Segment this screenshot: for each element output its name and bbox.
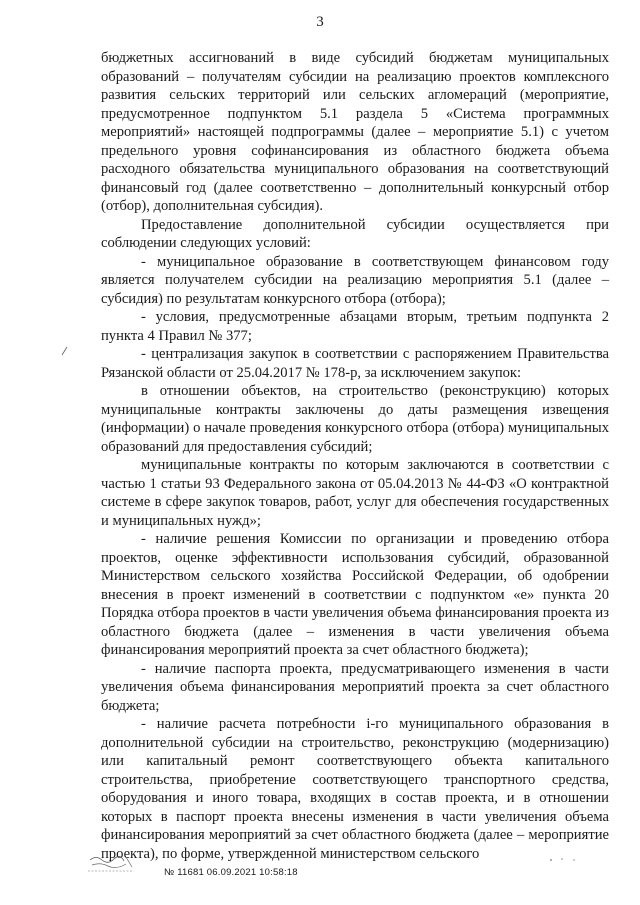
paragraph-condition-passport: - наличие паспорта проекта, предусматривающего изменения в части увеличения объема финансирования мероприятий проекта за счет областного бюджета; xyxy=(101,660,609,714)
paragraph-exception-objects: в отношении объектов, на строительство (реконструкцию) которых муниципальные контракты заключены до даты размещения извещения (информации) о начале проведения конкурсного отбора (отбора) муниципальных образований для предоставления субсидий; xyxy=(101,383,609,455)
registry-footer: № 11681 06.09.2021 10:58:18 xyxy=(164,867,298,878)
paragraph-condition-calculation: - наличие расчета потребности i-го муниципального образования в дополнительной субсидии на строительство, реконструкцию (модернизацию) или капитальный ремонт соответствующего объекта капитального строительства, приобретение соответствующего транспортного средства, оборудования и иного товара, входящих в состав проекта, и в отношении которых в паспорт проекта внесены изменения в части увеличения объема финансирования мероприятий за счет областного бюджета (далее – мероприятие проекта), по форме, утвержденной министерством сельского xyxy=(101,716,609,862)
paragraph-exception-contracts: муниципальные контракты по которым заключаются в соответствии с частью 1 статьи 93 Федерального закона от 05.04.2013 № 44-ФЗ «О контрактной системе в сфере закупок товаров, работ, услуг для обеспечения государственных и муниципальных нужд»; xyxy=(101,457,609,529)
paragraph-condition-commission: - наличие решения Комиссии по организации и проведению отбора проектов, оценке эффективности использования субсидий, образованной Министерством сельского хозяйства Российской Федерации, об одобрении внесения в проект изменений в соответствии с подпунктом «е» пункта 20 Порядка отбора проектов в части увеличения объема финансирования проекта из областного бюджета (далее – изменения в части увеличения объема финансирования мероприятий проекта за счет областного бюджета); xyxy=(101,531,609,658)
paragraph-condition-recipient: - муниципальное образование в соответствующем финансовом году является получателем субсидии на реализацию мероприятия 5.1 (далее – субсидия) по результатам конкурсного отбора (отбора); xyxy=(101,253,609,307)
scan-speck xyxy=(61,346,69,356)
paragraph-condition-centralization: - централизация закупок в соответствии с распоряжением Правительства Рязанской области от 25.04.2017 № 178-р, за исключением закупок: xyxy=(101,346,609,381)
paragraph-condition-rules: - условия, предусмотренные абзацами вторым, третьим подпункта 2 пункта 4 Правил № 377; xyxy=(101,309,609,344)
paragraph-conditions-lead: Предоставление дополнительной субсидии осуществляется при соблюдении следующих условий: xyxy=(101,216,609,251)
document-body xyxy=(101,49,609,863)
paragraph-intro: бюджетных ассигнований в виде субсидий бюджетам муниципальных образований – получателям субсидии на реализацию проектов комплексного развития сельских территорий или сельских агломераций (мероприятие, предусмотренное подпунктом 5.1 раздела 5 «Система программных мероприятий» настоящей подпрограммы (далее – мероприятие 5.1) с учетом предельного уровня софинансирования из областного бюджета объема расходного обязательства муниципального образования на соответствующий финансовый год (далее соответственно – дополнительный конкурсный отбор (отбор), дополнительная субсидия). xyxy=(101,50,609,214)
registration-stamp-mark xyxy=(86,852,142,878)
page-number: 3 xyxy=(316,14,324,30)
scan-speck xyxy=(548,856,578,864)
